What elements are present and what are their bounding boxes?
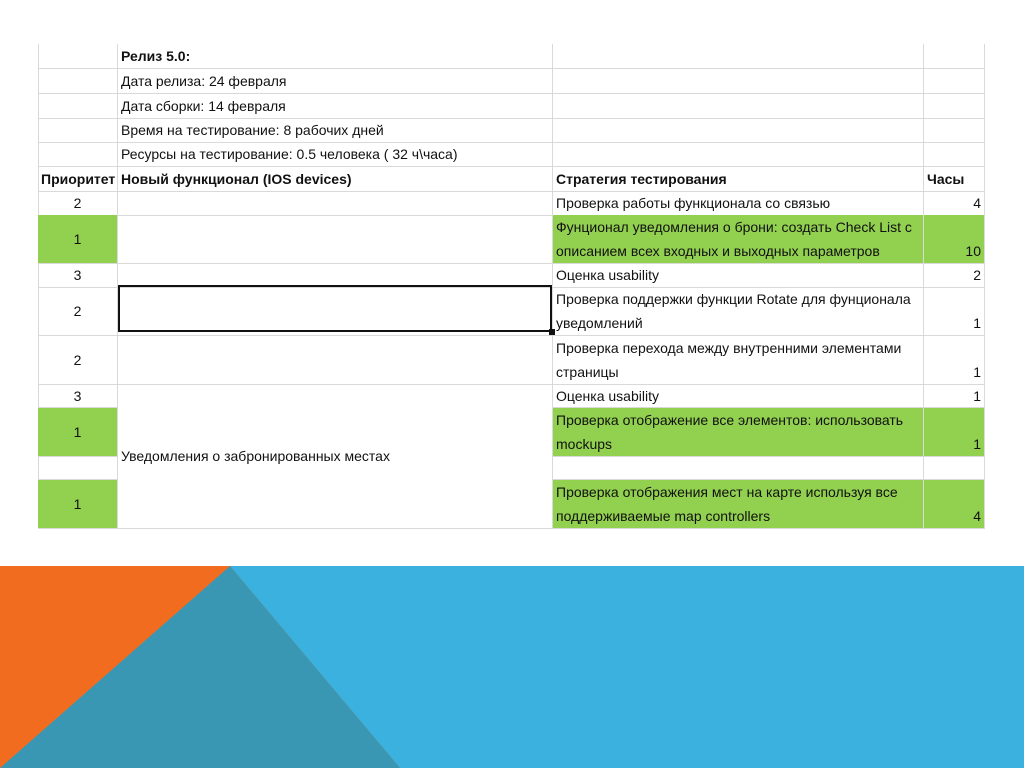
priority-cell[interactable] [38,408,118,456]
hours-cell[interactable]: 4 [924,191,985,215]
strategy-cell[interactable]: Проверка поддержки функции Rotate для фунционала уведомлений [553,287,924,335]
hours-cell[interactable] [924,480,985,528]
cell[interactable] [38,44,118,68]
info-row-release-date [38,69,985,94]
cell[interactable] [38,94,118,118]
priority-value: 2 [73,352,82,368]
hours-value: 1 [973,364,981,380]
hours-cell[interactable] [924,408,985,456]
hours-value: 4 [973,508,981,524]
cell[interactable] [38,118,118,142]
priority-value: 1 [73,496,82,512]
cell[interactable] [553,142,924,166]
feature-cell[interactable] [118,263,553,287]
cell[interactable] [553,118,924,142]
hours-value: 1 [973,315,981,331]
release-date[interactable]: Дата релиза: 24 февраля [118,69,553,93]
column-header-hours[interactable]: Часы [924,167,985,191]
resources[interactable]: Ресурсы на тестирование: 0.5 человека ( 32 ч\часа) [118,142,553,166]
cell[interactable] [924,118,985,142]
table-row [38,191,985,216]
fill-handle[interactable] [549,329,555,335]
column-header-priority[interactable]: Приоритет [38,167,118,191]
hours-cell[interactable] [924,456,985,480]
column-header-strategy[interactable]: Стратегия тестирования [553,167,924,191]
strategy-cell[interactable]: Проверка работы функционала со связью [553,191,924,215]
hours-value: 10 [965,243,981,259]
table-row [38,215,985,264]
info-row-release [38,44,985,69]
table-header-row [38,167,985,192]
strategy-cell[interactable]: Проверка отображения мест на карте используя все поддерживаемые map controllers [553,480,924,528]
strategy-cell[interactable]: Фунционал уведомления о брони: создать Check List с описанием всех входных и выходных параметров [553,215,924,263]
cell[interactable] [38,69,118,93]
feature-cell[interactable] [118,215,553,263]
cell[interactable] [924,69,985,93]
priority-value: 1 [73,424,82,440]
priority-cell[interactable] [38,287,118,335]
hours-value: 1 [973,436,981,452]
feature-cell[interactable] [118,336,553,384]
cell[interactable] [553,94,924,118]
merged-feature-cell[interactable] [118,384,553,528]
strategy-cell[interactable]: Проверка отображение все элементов: использовать mockups [553,408,924,456]
hours-cell[interactable]: 1 [924,384,985,408]
release-title[interactable]: Релиз 5.0: [118,44,553,68]
priority-cell[interactable] [38,336,118,384]
priority-cell[interactable]: 2 [38,191,118,215]
strategy-cell[interactable]: Проверка перехода между внутренними элементами страницы [553,336,924,384]
info-row-test-time [38,118,985,143]
priority-cell[interactable]: 3 [38,263,118,287]
info-row-build-date [38,94,985,119]
strategy-cell[interactable] [553,456,924,480]
column-header-feature[interactable]: Новый функционал (IOS devices) [118,167,553,191]
info-row-resources [38,142,985,167]
feature-cell[interactable] [118,191,553,215]
cell[interactable] [553,69,924,93]
hours-cell[interactable] [924,336,985,384]
priority-value: 1 [73,231,82,247]
cell[interactable] [924,44,985,68]
priority-cell[interactable]: 3 [38,384,118,408]
strategy-cell[interactable]: Оценка usability [553,384,924,408]
table-row [38,336,985,385]
priority-cell[interactable] [38,456,118,480]
hours-cell[interactable]: 2 [924,263,985,287]
test-time[interactable]: Время на тестирование: 8 рабочих дней [118,118,553,142]
priority-value: 2 [73,303,82,319]
build-date[interactable]: Дата сборки: 14 февраля [118,94,553,118]
cell[interactable] [924,142,985,166]
cell[interactable] [38,142,118,166]
hours-cell[interactable] [924,215,985,263]
cell[interactable] [553,44,924,68]
hours-cell[interactable] [924,287,985,335]
cell[interactable] [924,94,985,118]
strategy-cell[interactable]: Оценка usability [553,263,924,287]
cell-selection-box[interactable] [118,285,552,332]
merged-feature-label: Уведомления о забронированных местах [121,448,390,464]
priority-cell[interactable] [38,480,118,528]
priority-cell[interactable] [38,215,118,263]
